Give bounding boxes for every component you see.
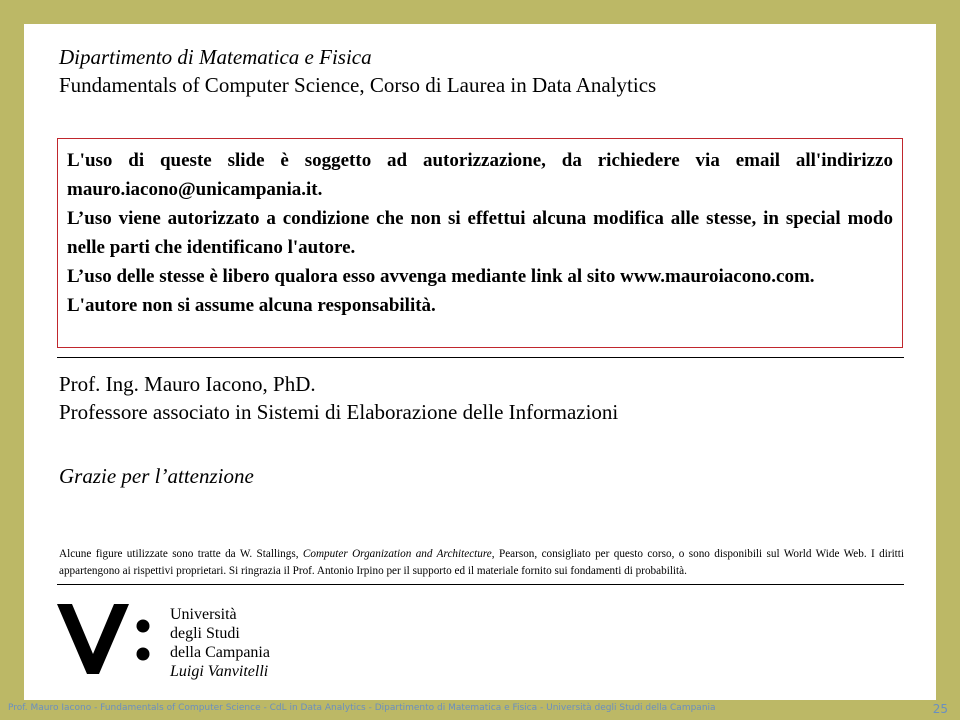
notice-paragraph-disclaimer: L'autore non si assume alcuna responsabilità. xyxy=(67,295,436,316)
notice-paragraph-link: L’uso delle stesse è libero qualora esso avvenga mediante link al sito www.mauroiacono.com. xyxy=(67,266,815,287)
logo-line-studi: degli Studi xyxy=(170,625,240,642)
logo-line-campania: della Campania xyxy=(170,644,270,661)
university-logo-icon xyxy=(57,604,157,674)
divider-top xyxy=(57,357,904,358)
credits-before: Alcune figure utilizzate sono tratte da W. Stallings, xyxy=(59,548,303,560)
logo-line-vanvitelli: Luigi Vanvitelli xyxy=(170,663,269,680)
page-number: 25 xyxy=(932,702,948,716)
logo-line-universita: Università xyxy=(170,606,237,623)
department-title: Dipartimento di Matematica e Fisica xyxy=(59,45,372,69)
credits-book-title: Computer Organization and Architecture xyxy=(302,548,492,560)
footer-text: Prof. Mauro Iacono - Fundamentals of Computer Science - CdL in Data Analytics - Dipartimento di Matematica e Fisica - Università degli Studi della Campania xyxy=(8,703,716,713)
divider-bottom xyxy=(57,584,904,585)
credits-after: , Pearson, consigliato per questo corso, o sono disponibili sul World Wide Web. I diritti appartengono ai rispettivi proprietari. Si ringrazia il Prof. Antonio Irpino per il supporto ed il materiale fornito sui fondamenti di probabilità. xyxy=(59,548,905,577)
course-title: Fundamentals of Computer Science, Corso di Laurea in Data Analytics xyxy=(59,73,657,97)
slide xyxy=(24,24,936,700)
university-logo-text xyxy=(170,605,270,681)
notice-paragraph-authorization: L'uso di queste slide è soggetto ad autorizzazione, da richiedere via email all'indirizzo mauro.iacono@unicampania.it. xyxy=(67,150,893,200)
credits-note xyxy=(59,546,904,580)
author-name: Prof. Ing. Mauro Iacono, PhD. xyxy=(59,372,316,396)
notice-paragraph-conditions: L’uso viene autorizzato a condizione che non si effettui alcuna modifica alle stesse, in special modo nelle parti che identificano l'autore. xyxy=(67,208,893,258)
thanks-text: Grazie per l’attenzione xyxy=(59,464,254,488)
usage-notice-box xyxy=(57,138,903,348)
author-role: Professore associato in Sistemi di Elaborazione delle Informazioni xyxy=(59,400,619,424)
